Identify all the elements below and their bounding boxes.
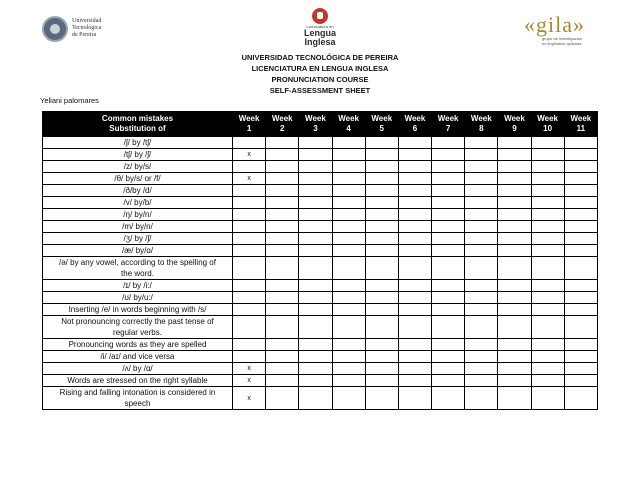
table-row [43,173,598,185]
week-mark-cell[interactable] [432,137,465,149]
week-mark-cell[interactable] [531,351,564,363]
week-mark-cell[interactable] [531,137,564,149]
week-mark-cell[interactable] [564,387,597,410]
week-mark-cell[interactable] [531,161,564,173]
week-mark-cell[interactable] [266,316,299,339]
week-mark-cell[interactable] [365,137,398,149]
week-header-4: Week 4 [332,112,365,137]
week-mark-cell[interactable] [365,185,398,197]
week-mark-cell[interactable] [432,209,465,221]
university-seal-icon [42,16,68,42]
week-mark-cell[interactable] [332,387,365,410]
week-mark-cell[interactable] [332,173,365,185]
week-mark-cell[interactable] [432,351,465,363]
week-header-3: Week 3 [299,112,332,137]
week-mark-cell[interactable] [432,233,465,245]
week-mark-cell[interactable] [398,257,431,280]
mistake-cell: Rising and falling intonation is considered in speech [43,387,233,410]
week-mark-cell[interactable] [365,387,398,410]
week-mark-cell[interactable] [432,149,465,161]
mistake-cell: /ʒ/ by /ʃ/ [43,233,233,245]
week-header-10: Week 10 [531,112,564,137]
week-mark-cell[interactable] [531,375,564,387]
week-mark-cell[interactable] [465,197,498,209]
table-body [43,137,598,410]
week-mark-cell[interactable]: x [233,375,266,387]
week-mark-cell[interactable] [531,173,564,185]
week-mark-cell[interactable] [465,304,498,316]
week-mark-cell[interactable] [531,280,564,292]
week-mark-cell[interactable] [498,304,531,316]
table-row [43,185,598,197]
week-header-8: Week 8 [465,112,498,137]
mistake-cell: /ʌ/ by /ɑ/ [43,363,233,375]
table-row [43,387,598,410]
week-header-9: Week 9 [498,112,531,137]
week-mark-cell[interactable] [266,387,299,410]
utp-logo [42,14,112,48]
week-mark-cell[interactable] [266,304,299,316]
table-row [43,137,598,149]
week-mark-cell[interactable] [398,375,431,387]
week-mark-cell[interactable] [398,149,431,161]
week-mark-cell[interactable] [564,197,597,209]
week-mark-cell[interactable] [233,137,266,149]
week-mark-cell[interactable] [564,375,597,387]
header-program: LICENCIATURA EN LENGUA INGLESA [251,64,389,73]
week-mark-cell[interactable] [266,351,299,363]
week-mark-cell[interactable] [564,233,597,245]
mistake-cell: /ð/by /d/ [43,185,233,197]
week-mark-cell[interactable] [299,209,332,221]
mistake-cell: /v/ by/b/ [43,197,233,209]
week-mark-cell[interactable] [498,209,531,221]
week-mark-cell[interactable] [465,280,498,292]
week-mark-cell[interactable] [332,304,365,316]
week-mark-cell[interactable] [332,185,365,197]
mistake-cell: /tʃ/ by /ʃ/ [43,149,233,161]
week-mark-cell[interactable] [398,363,431,375]
week-mark-cell[interactable] [531,197,564,209]
week-mark-cell[interactable] [465,173,498,185]
week-mark-cell[interactable] [299,233,332,245]
week-mark-cell[interactable] [299,304,332,316]
student-name: Yeliani palomares [40,96,99,105]
week-mark-cell[interactable] [432,292,465,304]
mistake-cell: /ŋ/ by/n/ [43,209,233,221]
table-row [43,257,598,280]
week-mark-cell[interactable] [564,149,597,161]
week-mark-cell[interactable] [498,185,531,197]
week-mark-cell[interactable] [498,137,531,149]
week-mark-cell[interactable] [266,173,299,185]
week-mark-cell[interactable] [266,221,299,233]
week-mark-cell[interactable]: x [233,387,266,410]
week-mark-cell[interactable] [432,280,465,292]
week-mark-cell[interactable] [564,221,597,233]
week-mark-cell[interactable] [398,209,431,221]
week-mark-cell[interactable] [498,280,531,292]
week-header-5: Week 5 [365,112,398,137]
week-mark-cell[interactable] [531,209,564,221]
week-mark-cell[interactable] [266,245,299,257]
week-mark-cell[interactable] [498,221,531,233]
week-mark-cell[interactable] [266,292,299,304]
week-mark-cell[interactable] [365,209,398,221]
week-mark-cell[interactable] [299,280,332,292]
week-mark-cell[interactable] [498,351,531,363]
week-mark-cell[interactable] [233,161,266,173]
week-mark-cell[interactable] [365,339,398,351]
week-mark-cell[interactable] [531,292,564,304]
week-mark-cell[interactable] [299,245,332,257]
self-assessment-table [42,111,598,410]
week-mark-cell[interactable] [498,161,531,173]
table-row [43,149,598,161]
week-mark-cell[interactable] [299,221,332,233]
table-row [43,339,598,351]
mistake-cell: /m/ by/n/ [43,221,233,233]
week-mark-cell[interactable] [266,363,299,375]
week-mark-cell[interactable] [233,280,266,292]
week-mark-cell[interactable] [365,245,398,257]
week-mark-cell[interactable] [299,161,332,173]
week-mark-cell[interactable] [266,280,299,292]
week-mark-cell[interactable] [465,351,498,363]
week-mark-cell[interactable] [266,339,299,351]
week-mark-cell[interactable] [465,137,498,149]
week-mark-cell[interactable] [233,245,266,257]
week-mark-cell[interactable] [332,339,365,351]
week-mark-cell[interactable] [266,375,299,387]
week-mark-cell[interactable] [233,292,266,304]
week-mark-cell[interactable] [531,363,564,375]
mistake-cell: Inserting /e/ in words beginning with /s/ [43,304,233,316]
table-row [43,363,598,375]
week-mark-cell[interactable] [398,292,431,304]
week-mark-cell[interactable] [299,197,332,209]
week-header-1: Week 1 [233,112,266,137]
week-mark-cell[interactable] [432,161,465,173]
week-mark-cell[interactable] [432,245,465,257]
table-row [43,221,598,233]
week-mark-cell[interactable] [465,375,498,387]
week-mark-cell[interactable] [299,387,332,410]
week-header-7: Week 7 [432,112,465,137]
week-mark-cell[interactable] [365,197,398,209]
week-mark-cell[interactable] [465,209,498,221]
week-mark-cell[interactable] [498,363,531,375]
week-mark-cell[interactable] [432,363,465,375]
week-mark-cell[interactable] [498,387,531,410]
week-mark-cell[interactable] [233,221,266,233]
week-mark-cell[interactable] [465,161,498,173]
week-mark-cell[interactable] [299,149,332,161]
week-mark-cell[interactable] [398,221,431,233]
week-mark-cell[interactable] [531,257,564,280]
week-mark-cell[interactable] [266,185,299,197]
mistake-cell: /æ/ by/ɑ/ [43,245,233,257]
week-mark-cell[interactable] [498,233,531,245]
week-mark-cell[interactable] [266,233,299,245]
week-mark-cell[interactable] [564,292,597,304]
week-mark-cell[interactable] [432,316,465,339]
week-mark-cell[interactable] [498,339,531,351]
week-mark-cell[interactable] [332,197,365,209]
week-mark-cell[interactable] [332,292,365,304]
week-mark-cell[interactable] [531,149,564,161]
week-mark-cell[interactable] [299,185,332,197]
week-mark-cell[interactable] [398,197,431,209]
header-course: PRONUNCIATION COURSE [271,75,369,84]
week-mark-cell[interactable] [531,387,564,410]
week-mark-cell[interactable] [432,387,465,410]
week-mark-cell[interactable] [465,221,498,233]
week-mark-cell[interactable] [398,185,431,197]
week-mark-cell[interactable] [498,375,531,387]
week-mark-cell[interactable] [564,137,597,149]
week-mark-cell[interactable] [432,375,465,387]
table-row [43,280,598,292]
week-mark-cell[interactable] [332,316,365,339]
week-mark-cell[interactable] [299,257,332,280]
week-mark-cell[interactable] [299,137,332,149]
week-mark-cell[interactable] [465,387,498,410]
week-mark-cell[interactable] [564,209,597,221]
week-mark-cell[interactable] [266,161,299,173]
week-mark-cell[interactable] [432,304,465,316]
week-mark-cell[interactable] [398,233,431,245]
week-mark-cell[interactable] [365,316,398,339]
week-mark-cell[interactable] [531,316,564,339]
mistake-cell: /θ/ by/s/ or /f/ [43,173,233,185]
week-mark-cell[interactable] [398,304,431,316]
week-mark-cell[interactable] [398,387,431,410]
week-mark-cell[interactable] [564,185,597,197]
week-mark-cell[interactable] [564,339,597,351]
week-header-2: Week 2 [266,112,299,137]
week-mark-cell[interactable] [498,197,531,209]
week-header-6: Week 6 [398,112,431,137]
week-mark-cell[interactable] [465,257,498,280]
week-mark-cell[interactable] [564,316,597,339]
week-mark-cell[interactable] [564,173,597,185]
week-mark-cell[interactable] [531,233,564,245]
week-mark-cell[interactable] [332,280,365,292]
week-mark-cell[interactable] [365,363,398,375]
mistakes-column-header: Common mistakes Substitution of [43,112,233,137]
week-mark-cell[interactable] [564,245,597,257]
week-mark-cell[interactable] [365,375,398,387]
mistake-cell: /z/ by/s/ [43,161,233,173]
week-mark-cell[interactable] [531,245,564,257]
week-mark-cell[interactable] [498,173,531,185]
table-row [43,197,598,209]
week-mark-cell[interactable] [299,351,332,363]
week-mark-cell[interactable] [398,316,431,339]
mistake-cell: Not pronouncing correctly the past tense of regular verbs. [43,316,233,339]
week-mark-cell[interactable] [564,161,597,173]
week-mark-cell[interactable] [432,197,465,209]
week-mark-cell[interactable] [299,339,332,351]
week-mark-cell[interactable] [332,137,365,149]
week-mark-cell[interactable] [332,149,365,161]
week-mark-cell[interactable] [432,221,465,233]
week-mark-cell[interactable] [365,173,398,185]
mistake-cell: Words are stressed on the right syllable [43,375,233,387]
week-mark-cell[interactable] [564,257,597,280]
week-mark-cell[interactable] [365,257,398,280]
week-mark-cell[interactable] [233,197,266,209]
week-mark-cell[interactable] [531,221,564,233]
week-mark-cell[interactable] [365,149,398,161]
week-mark-cell[interactable] [365,280,398,292]
week-mark-cell[interactable] [398,339,431,351]
week-mark-cell[interactable]: x [233,363,266,375]
table-row [43,375,598,387]
week-mark-cell[interactable] [498,245,531,257]
week-mark-cell[interactable] [266,149,299,161]
week-mark-cell[interactable] [498,316,531,339]
week-mark-cell[interactable] [465,149,498,161]
table-row [43,304,598,316]
week-mark-cell[interactable] [531,304,564,316]
table-header-row [43,112,598,137]
week-mark-cell[interactable] [398,351,431,363]
week-mark-cell[interactable] [564,363,597,375]
week-mark-cell[interactable] [465,316,498,339]
header-university: UNIVERSIDAD TECNOLÓGICA DE PEREIRA [241,53,399,62]
week-mark-cell[interactable] [432,339,465,351]
week-mark-cell[interactable] [299,292,332,304]
week-mark-cell[interactable] [332,245,365,257]
gila-logo: «gila» grupo de investigación en lingüística aplicada [524,12,585,46]
week-mark-cell[interactable] [299,363,332,375]
week-mark-cell[interactable] [365,304,398,316]
week-mark-cell[interactable] [564,280,597,292]
week-mark-cell[interactable] [365,351,398,363]
week-mark-cell[interactable] [398,161,431,173]
week-mark-cell[interactable] [266,257,299,280]
week-mark-cell[interactable] [398,137,431,149]
week-mark-cell[interactable] [432,257,465,280]
week-mark-cell[interactable] [332,161,365,173]
week-mark-cell[interactable] [332,375,365,387]
week-mark-cell[interactable] [299,316,332,339]
week-mark-cell[interactable] [332,257,365,280]
table-row [43,161,598,173]
week-mark-cell[interactable] [564,351,597,363]
week-mark-cell[interactable] [465,245,498,257]
week-mark-cell[interactable] [564,304,597,316]
week-mark-cell[interactable] [465,339,498,351]
mistake-cell: /ʃ/ by /tʃ/ [43,137,233,149]
week-mark-cell[interactable] [498,257,531,280]
table-row [43,245,598,257]
week-mark-cell[interactable] [233,257,266,280]
week-mark-cell[interactable] [332,233,365,245]
week-mark-cell[interactable] [233,304,266,316]
week-mark-cell[interactable] [365,221,398,233]
week-mark-cell[interactable]: x [233,173,266,185]
table-row [43,292,598,304]
mistake-cell: Pronouncing words as they are spelled [43,339,233,351]
week-mark-cell[interactable] [498,292,531,304]
table-row [43,233,598,245]
week-mark-cell[interactable] [465,363,498,375]
table-row [43,209,598,221]
lengua-emblem-icon [312,8,328,24]
week-mark-cell[interactable] [233,316,266,339]
week-mark-cell[interactable] [233,233,266,245]
week-mark-cell[interactable] [266,209,299,221]
week-mark-cell[interactable] [465,292,498,304]
week-mark-cell[interactable] [233,351,266,363]
week-mark-cell[interactable] [531,185,564,197]
week-mark-cell[interactable] [398,245,431,257]
week-mark-cell[interactable] [365,292,398,304]
week-mark-cell[interactable] [465,233,498,245]
week-mark-cell[interactable] [332,221,365,233]
mistake-cell: /i/ /aɪ/ and vice versa [43,351,233,363]
week-mark-cell[interactable] [365,161,398,173]
mistake-cell: /ʊ/ by/u:/ [43,292,233,304]
week-mark-cell[interactable] [498,149,531,161]
week-mark-cell[interactable] [233,339,266,351]
week-mark-cell[interactable] [365,233,398,245]
week-mark-cell[interactable]: x [233,149,266,161]
week-mark-cell[interactable] [299,375,332,387]
table-row [43,351,598,363]
week-mark-cell[interactable] [398,280,431,292]
week-mark-cell[interactable] [465,185,498,197]
week-mark-cell[interactable] [531,339,564,351]
week-mark-cell[interactable] [299,173,332,185]
week-mark-cell[interactable] [266,197,299,209]
week-mark-cell[interactable] [432,173,465,185]
mistake-cell: /ə/ by any vowel, according to the spelling of the word. [43,257,233,280]
header-sheet-title: SELF-ASSESSMENT SHEET [269,86,371,95]
week-mark-cell[interactable] [332,209,365,221]
week-mark-cell[interactable] [432,185,465,197]
week-mark-cell[interactable] [266,137,299,149]
utp-logo-text: Universidad Tecnológica de Pereira [72,18,102,38]
week-mark-cell[interactable] [233,209,266,221]
table-row [43,316,598,339]
week-mark-cell[interactable] [233,185,266,197]
week-mark-cell[interactable] [332,363,365,375]
mistake-cell: /ɪ/ by /i:/ [43,280,233,292]
week-mark-cell[interactable] [398,173,431,185]
week-header-11: Week 11 [564,112,597,137]
lengua-inglesa-logo: Licenciatura en Lengua Inglesa [295,8,345,50]
week-mark-cell[interactable] [332,351,365,363]
